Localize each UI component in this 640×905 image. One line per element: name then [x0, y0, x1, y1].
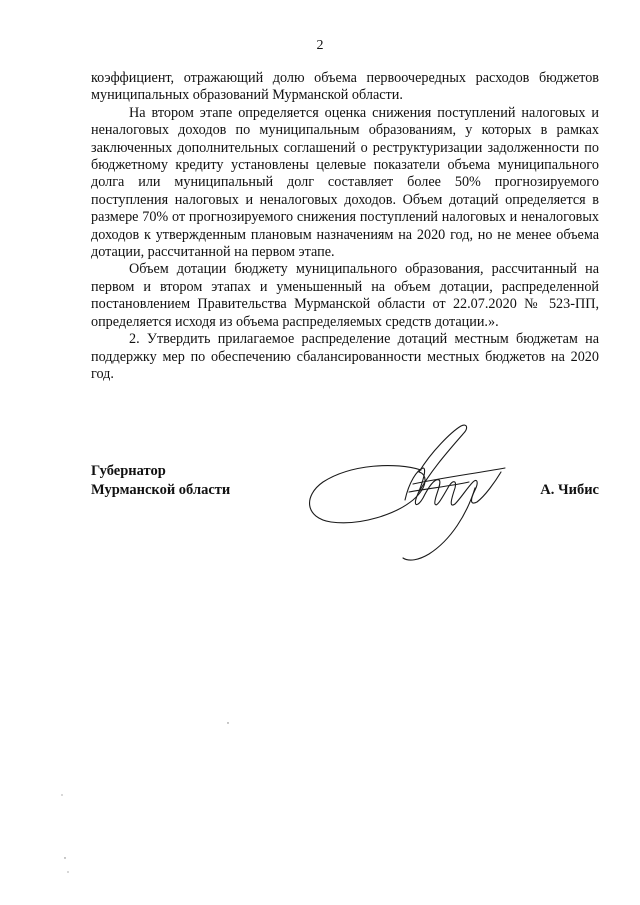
paragraph-approve-distribution: 2. Утвердить прилагаемое распределение дотаций местным бюджетам на поддержку мер по обеспечению сбалансированности местных бюджетов на 2020 год.: [91, 331, 599, 382]
paragraph-second-stage: На втором этапе определяется оценка снижения поступлений налоговых и неналоговых доходов по муниципальным образованиям, у которых в рамках заключенных дополнительных соглашений о реструктуризации задолженности по бюджетному кредиту установлены целевые показатели объема муниципального долга или муниципальный долг составляет более 50% прогнозируемого поступления налоговых и неналоговых доходов. Объем дотаций определяется в размере 70% от прогнозируемого снижения поступлений налоговых и неналоговых доходов к утвержденным плановым назначениям на 2020 год, но не менее объема дотации, рассчитанной на первом этапе.: [91, 104, 599, 261]
page-number: 2: [316, 38, 324, 53]
document-body: [91, 70, 599, 383]
signature-block: [91, 462, 599, 582]
handwritten-signature: [301, 422, 511, 572]
signer-title-line2: Мурманской области: [91, 482, 231, 498]
signer-name: А. Чибис: [540, 482, 599, 498]
paragraph-subsidy-volume: Объем дотации бюджету муниципального образования, рассчитанный на первом и втором этапах и уменьшенный на объем дотации, распределенной постановлением Правительства Мурманской области от 22.07.2020 № 523-ПП, определяется исходя из объема распределяемых средств дотации.».: [91, 261, 599, 330]
signer-title-line1: Губернатор: [91, 463, 166, 479]
paragraph-continuation: коэффициент, отражающий долю объема первоочередных расходов бюджетов муниципальных образований Мурманской области.: [91, 70, 599, 104]
signer-title: [91, 462, 230, 500]
